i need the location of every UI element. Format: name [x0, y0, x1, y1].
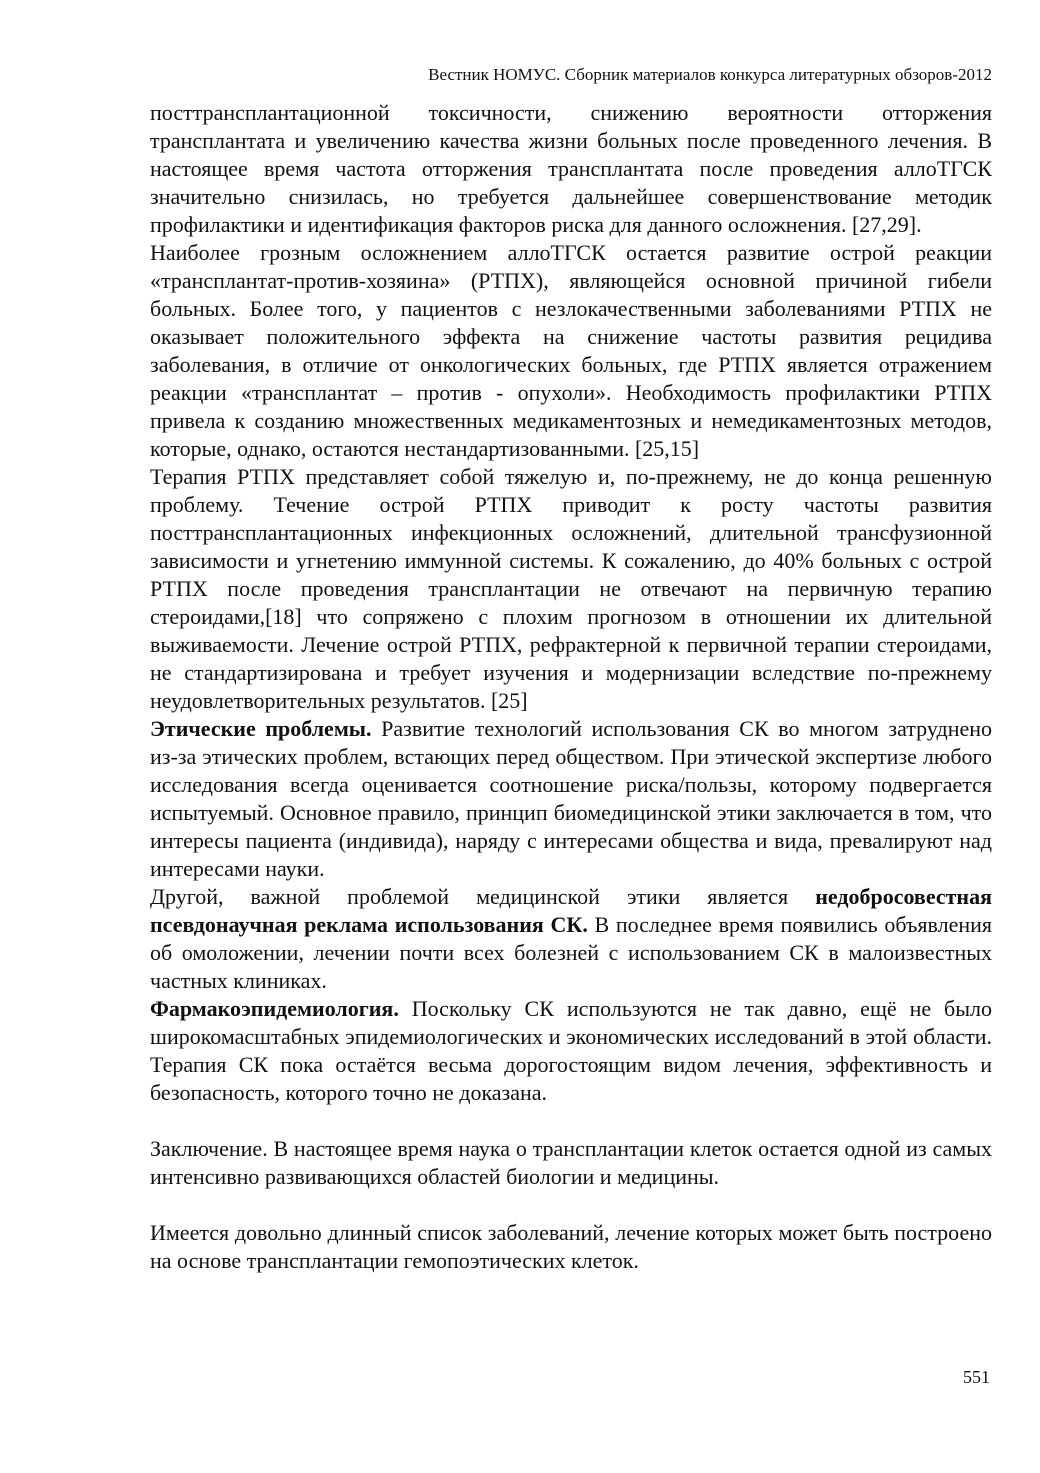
- paragraph-gvhd-therapy: Терапия РТПХ представляет собой тяжелую и, по-прежнему, не до конца решенную проблему. Течение острой РТПХ приводит к росту частоты развития посттрансплантационных инфекционных осложнений, длительной трансфузионной зависимости и угнетению иммунной системы. К сожалению, до 40% больных с острой РТПХ после проведения трансплантации не отвечают на первичную терапию стероидами,[18] что сопряжено с плохим прогнозом в отношении их длительной выживаемости. Лечение острой РТПХ, рефрактерной к первичной терапии стероидами, не стандартизирована и требует изучения и модернизации вследствие по-прежнему неудовлетворительных результатов. [25]: [150, 464, 992, 713]
- advertising-text-end: В последнее время появились объявления об омоложении, лечении почти всех болезней с использованием СК в малоизвестных частных клиниках.: [150, 912, 993, 993]
- advertising-bold-phrase: недобросовестная псевдонаучная реклама использования СК.: [150, 884, 992, 937]
- paragraph-toxicity: посттрансплантационной токсичности, снижению вероятности отторжения трансплантата и увеличению качества жизни больных после проведенного лечения. В настоящее время частота отторжения трансплантата после проведения аллоТГСК значительно снизилась, но требуется дальнейшее совершенствование методик профилактики и идентификация факторов риска для данного осложнения. [27,29].: [150, 100, 992, 237]
- pharmacoepidemiology-text: Поскольку СК используются не так давно, ещё не было широкомасштабных эпидемиологических и экономических исследований в этой области. Терапия СК пока остаётся весьма дорогостоящим видом лечения, эффективность и безопасность, которого точно не доказана.: [150, 996, 992, 1105]
- paragraph-pharmacoepidemiology: [150, 995, 992, 1107]
- page-number: 551: [963, 1367, 990, 1387]
- body-text: [150, 99, 992, 1275]
- running-header: Вестник НОМУС. Сборник материалов конкурса литературных обзоров-2012: [428, 65, 992, 84]
- ethical-problems-heading: Этические проблемы.: [150, 716, 372, 741]
- paragraph-advertising: [150, 883, 992, 995]
- paragraph-conclusion: Заключение. В настоящее время наука о трансплантации клеток остается одной из самых интенсивно развивающихся областей биологии и медицины.: [150, 1136, 992, 1189]
- ethical-problems-text: Развитие технологий использования СК во многом затруднено из-за этических проблем, встающих перед обществом. При этической экспертизе любого исследования всегда оценивается соотношение риска/пользы, которому подвергается испытуемый. Основное правило, принцип биомедицинской этики заключается в том, что интересы пациента (индивида), наряду с интересами общества и вида, превалируют над интересами науки.: [150, 716, 993, 881]
- paragraph-gvhd: Наиболее грозным осложнением аллоТГСК остается развитие острой реакции «трансплантат-против-хозяина» (РТПХ), являющейся основной причиной гибели больных. Более того, у пациентов с незлокачественными заболеваниями РТПХ не оказывает положительного эффекта на снижение частоты развития рецидива заболевания, в отличие от онкологических больных, где РТПХ является отражением реакции «трансплантат – против - опухоли». Необходимость профилактики РТПХ привела к созданию множественных медикаментозных и немедикаментозных методов, которые, однако, остаются нестандартизованными. [25,15]: [150, 240, 992, 461]
- advertising-text-start: Другой, важной проблемой медицинской этики является: [150, 884, 816, 909]
- pharmacoepidemiology-heading: Фармакоэпидемиология.: [150, 996, 399, 1021]
- paragraph-disease-list: Имеется довольно длинный список заболеваний, лечение которых может быть построено на основе трансплантации гемопоэтических клеток.: [150, 1220, 992, 1273]
- paragraph-ethical-problems: [150, 715, 992, 883]
